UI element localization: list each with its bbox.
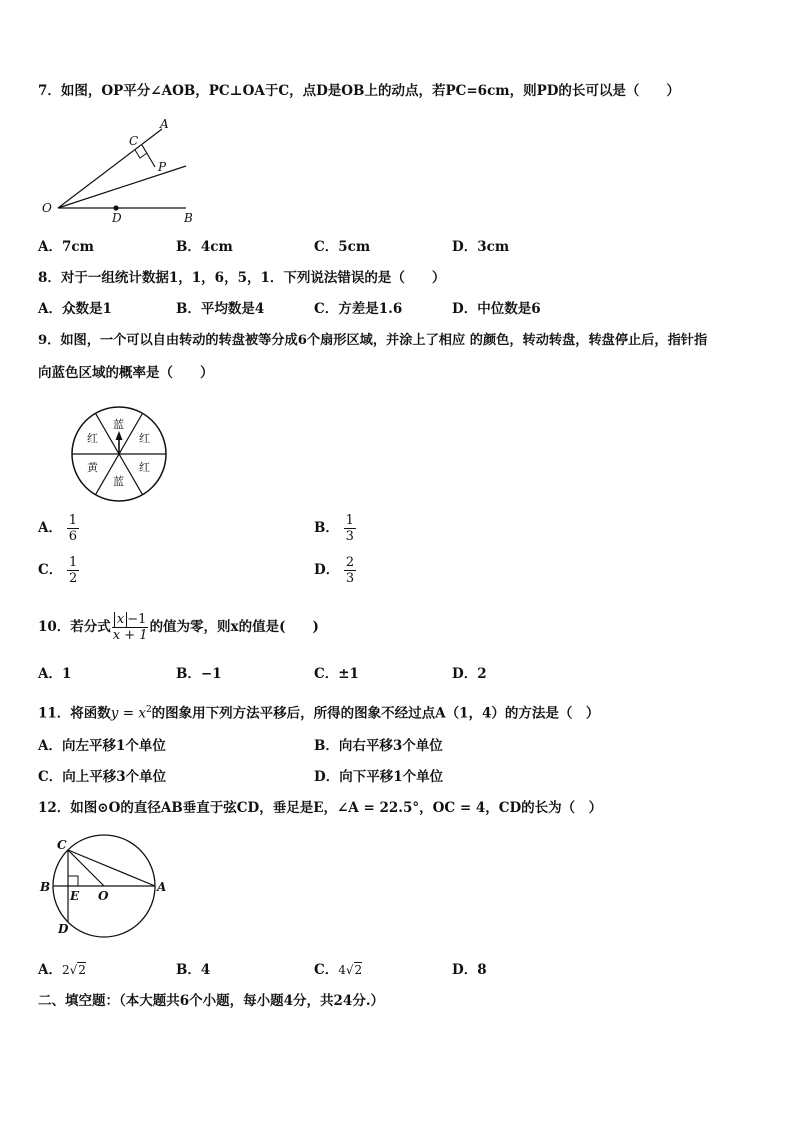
q7-label-c: C (129, 134, 139, 148)
q7-option-a: A．7cm (38, 239, 94, 255)
section-title: 二、填空题：（本大题共6个小题，每小题4分，共24分.） (38, 993, 385, 1009)
q10-stem: 10．若分式 $\frac{x -1}{x + 1}$ 的值为零，则x的值是( ) (38, 612, 319, 643)
q9-sector-lower-right: 红 (139, 461, 150, 474)
q12-option-a: A．2√2 (38, 962, 86, 978)
q7-option-c: C．5cm (314, 239, 371, 255)
q9-option-d-fraction: $\frac{2}{3}$ (345, 555, 355, 586)
q7-label-o: O (42, 201, 52, 215)
q11-option-a: A．向左平移1个单位 (38, 738, 166, 754)
q9-option-b: B． $\frac{1}{3}$ (314, 513, 354, 544)
q12-label-a: A (157, 880, 167, 894)
q12-option-d: D．8 (452, 962, 487, 978)
q7-option-b: B．4cm (176, 239, 233, 255)
q8-stem: 8．对于一组统计数据1，1，6，5，1．下列说法错误的是（ ） (38, 270, 446, 286)
q12-option-c: C．4√2 (314, 962, 363, 978)
q9-option-a-fraction: $\frac{1}{6}$ (68, 513, 77, 544)
q8-option-b: B．平均数是4 (176, 301, 265, 317)
q8-option-a: A．众数是1 (38, 301, 112, 317)
q9-sector-lower-left: 黄 (87, 461, 98, 474)
q10-option-d: D．2 (452, 666, 487, 682)
q9-sector-bottom: 蓝 (113, 475, 124, 488)
q9-option-d: D． $\frac{2}{3}$ (314, 555, 355, 586)
q10-option-b: B．−1 (176, 666, 222, 682)
q9-stem-line1: 9．如图，一个可以自由转动的转盘被等分成6个扇形区域，并涂上了相应 的颜色，转动转盘，转盘停止后，指针指 (38, 333, 708, 348)
q9-sector-upper-left: 红 (87, 432, 98, 445)
q12-option-b: B．4 (176, 962, 211, 978)
q7-label-d: D (112, 211, 122, 225)
q10-option-c: C．±1 (314, 666, 359, 682)
q9-sector-upper-right: 红 (139, 432, 150, 445)
q7-label-p: P (158, 160, 167, 174)
q12-label-e: E (70, 889, 80, 903)
q8-option-d: D．中位数是6 (452, 301, 541, 317)
q12-stem: 12．如图⊙O的直径AB垂直于弦CD，垂足是E，∠A = 22.5°，OC = 4，CD的长为（ ） (38, 800, 603, 816)
q9-option-c-fraction: $\frac{1}{2}$ (68, 555, 78, 586)
q9-sector-top: 蓝 (113, 418, 124, 431)
q7-option-d: D．3cm (452, 239, 510, 255)
q11-stem: 11．将函数$y = x^2$的图象用下列方法平移后，所得的图象不经过点A（1，4）的方法是（ ） (38, 705, 600, 722)
q9-option-b-fraction: $\frac{1}{3}$ (345, 513, 354, 544)
q7-label-a: A (160, 117, 169, 131)
q12-label-b: B (40, 880, 51, 894)
q11-option-d: D．向下平移1个单位 (314, 769, 444, 785)
q12-label-c: C (57, 838, 67, 852)
q12-label-d: D (58, 922, 69, 936)
q9-option-c: C． $\frac{1}{2}$ (38, 555, 78, 586)
q12-label-o: O (98, 889, 109, 903)
q8-option-c: C．方差是1.6 (314, 301, 403, 317)
q11-option-b: B．向右平移3个单位 (314, 738, 443, 754)
q9-stem-line2: 向蓝色区域的概率是（ ） (38, 365, 214, 381)
q10-fraction: $\frac{x -1}{x + 1}$ (112, 612, 148, 643)
q7-label-b: B (184, 211, 193, 225)
q10-option-a: A．1 (38, 666, 72, 682)
q7-stem: 7．如图，OP平分∠AOB，PC⊥OA于C，点D是OB上的动点，若PC=6cm，则PD的长可以是（ ） (38, 83, 680, 99)
q11-option-c: C．向上平移3个单位 (38, 769, 167, 785)
q9-option-a: A． $\frac{1}{6}$ (38, 513, 77, 544)
